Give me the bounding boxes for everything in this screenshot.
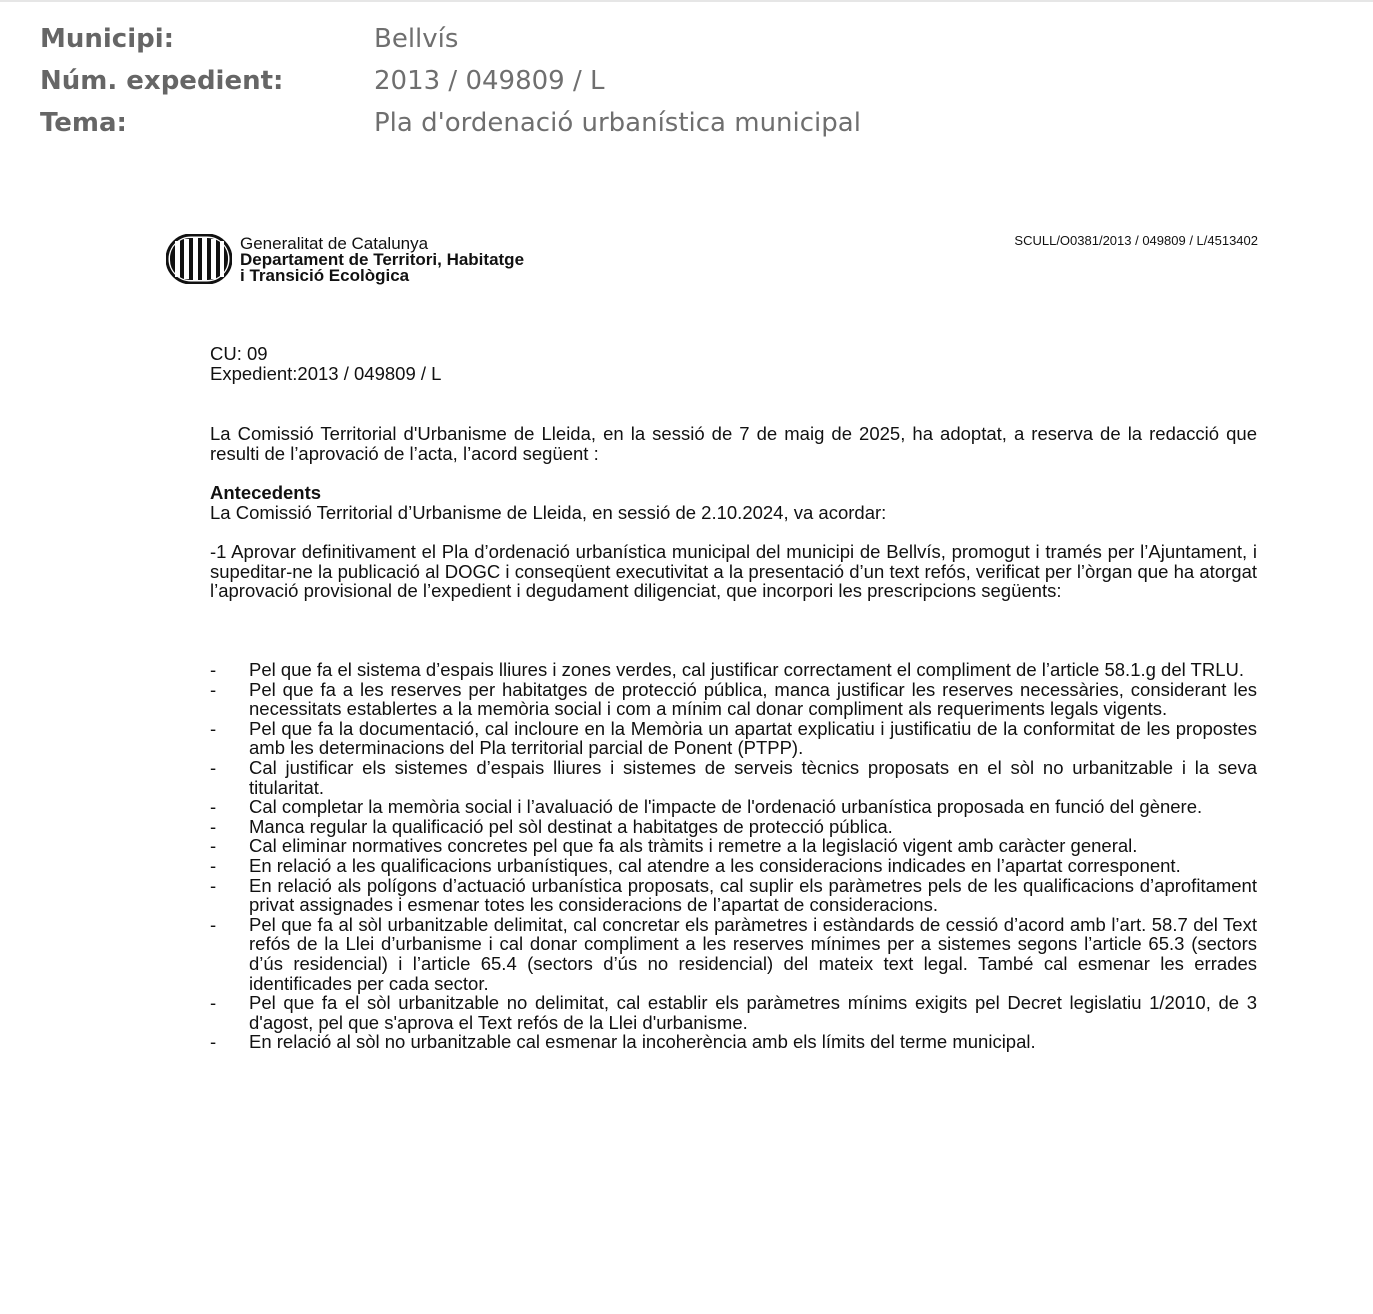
expedient-code: Expedient:2013 / 049809 / L: [210, 362, 442, 384]
metadata-label: Núm. expedient:: [40, 66, 284, 96]
prescription-text: Cal eliminar normatives concretes pel que fa als tràmits i remetre a la legislació vigent amb caràcter general.: [249, 835, 1138, 857]
list-item: [210, 660, 1257, 680]
antecedents-paragraph: La Comissió Territorial d’Urbanisme de Lleida, en sessió de 2.10.2024, va acordar:: [210, 502, 887, 523]
list-item: [210, 719, 1257, 758]
bullet-dash: -: [210, 835, 217, 857]
prescription-text: En relació a les qualificacions urbanístiques, cal atendre a les consideracions indicades en l’apartat corresponent.: [249, 854, 1181, 876]
decision-paragraph: -1 Aprovar definitivament el Pla d’ordenació urbanística municipal del municipi de Bellvís, promogut i tramés per l’Ajuntament, i supeditar-ne la publicació al DOGC i conseqüent executivitat a la presentació d’un text refós, verificat per l’òrgan que ha atorgat l’aprovació provisional de l’expedient i degudament diligenciat, que incorpori les prescripcions següents:: [210, 541, 1257, 602]
prescription-text: En relació als polígons d’actuació urbanística proposats, cal suplir els paràmetres pels de les qualificacions d’aprofitament privat assignades i esmenar totes les consideracions de l’apartat de consideracions.: [249, 874, 1257, 916]
list-item: [210, 1032, 1257, 1052]
prescription-text: Pel que fa el sòl urbanitzable no delimitat, cal establir els paràmetres mínims exigits pel Decret legislatiu 1/2010, de 3 d'agost, pel que s'aprova el Text refós de la Llei d'urbanisme.: [249, 992, 1257, 1033]
prescription-text: Manca regular la qualificació pel sòl destinat a habitatges de protecció pública.: [249, 815, 893, 837]
metadata-value: 2013 / 049809 / L: [374, 66, 605, 96]
metadata-value: Pla d'ordenació urbanística municipal: [374, 108, 861, 138]
bullet-dash: -: [210, 815, 217, 837]
bullet-dash: -: [210, 717, 217, 739]
org-line-2: Departament de Territori, Habitatge: [240, 250, 525, 269]
prescription-text: Cal completar la memòria social i l’avaluació de l'impacte de l'ordenació urbanística proposada en funció del gènere.: [249, 796, 1203, 818]
list-item: [210, 993, 1257, 1032]
cu-code: CU: 09: [210, 343, 268, 364]
org-line-1: Generalitat de Catalunya: [240, 234, 429, 253]
prescription-text: Pel que fa a les reserves per habitatges de protecció pública, manca justificar les reserves necessàries, considerant les necessitats establertes a la memòria social i com a mínim cal donar compliment als requeriments legals vigents.: [249, 678, 1257, 720]
bullet-dash: -: [210, 913, 217, 935]
bullet-dash: -: [210, 1031, 217, 1053]
intro-paragraph: La Comissió Territorial d'Urbanisme de Lleida, en la sessió de 7 de maig de 2025, ha adoptat, a reserva de la redacció que resulti de l’aprovació de l’acta, l’acord següent :: [210, 423, 1257, 464]
prescriptions-list: [210, 660, 1257, 1052]
document-reference: SCULL/O0381/2013 / 049809 / L/4513402: [1014, 233, 1258, 248]
prescription-text: Pel que fa al sòl urbanitzable delimitat, cal concretar els paràmetres i estàndards de cessió d’acord amb l’art. 58.7 del Text refós de la Llei d’urbanisme i cal donar compliment a les reserves mínimes per a sistemes segons l’article 65.3 (sectors d’ús residencial) i l’article 65.4 (sectors d’ús no residencial) del mateix text legal. També cal esmenar les errades identificades per cada sector.: [249, 913, 1257, 994]
bullet-dash: -: [210, 874, 217, 896]
metadata-label: Municipi:: [40, 24, 175, 54]
list-item: [210, 836, 1257, 856]
metadata-value: Bellvís: [374, 24, 459, 54]
prescription-text: Pel que fa la documentació, cal incloure en la Memòria un apartat explicatiu i justificatiu de la conformitat de les propostes amb les determinacions del Pla territorial parcial de Ponent (PTPP).: [249, 717, 1257, 759]
list-item: [210, 915, 1257, 993]
list-item: [210, 797, 1257, 817]
list-item: [210, 856, 1257, 876]
prescription-text: Cal justificar els sistemes d’espais lliures i sistemes de serveis tècnics proposats en el sòl no urbanitzable i la seva titularitat.: [249, 756, 1257, 798]
list-item: [210, 817, 1257, 837]
org-line-3: i Transició Ecològica: [240, 266, 410, 285]
list-item: [210, 876, 1257, 915]
prescription-text: Pel que fa el sistema d’espais lliures i zones verdes, cal justificar correctament el compliment de l’article 58.1.g del TRLU.: [249, 659, 1244, 680]
organization-name: [240, 236, 524, 284]
list-item: [210, 680, 1257, 719]
bullet-dash: -: [210, 992, 217, 1014]
generalitat-logo-icon: [166, 234, 232, 284]
case-identifiers: [210, 344, 1257, 383]
bullet-dash: -: [210, 796, 217, 818]
list-item: [210, 758, 1257, 797]
bullet-dash: -: [210, 756, 217, 778]
prescription-text: En relació al sòl no urbanitzable cal esmenar la incoherència amb els límits del terme municipal.: [249, 1031, 1036, 1053]
bullet-dash: -: [210, 854, 217, 876]
bullet-dash: -: [210, 659, 217, 680]
bullet-dash: -: [210, 678, 217, 700]
antecedents-heading: Antecedents: [210, 482, 322, 503]
metadata-label: Tema:: [40, 108, 127, 138]
